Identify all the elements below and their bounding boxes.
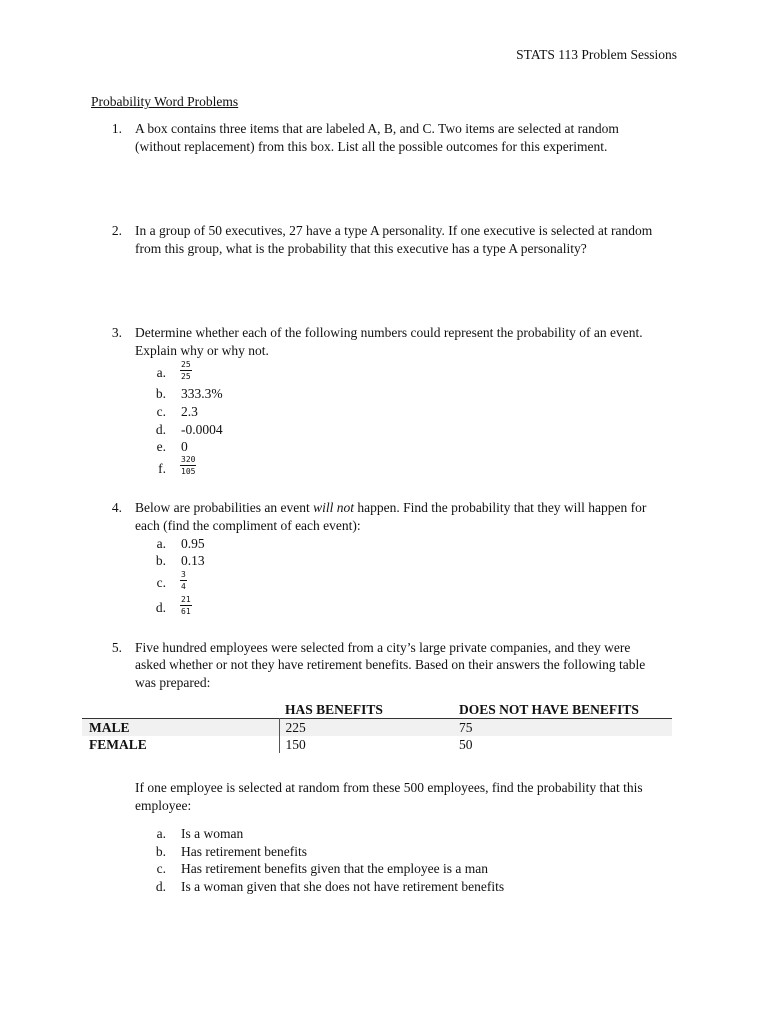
problem-text-line: Determine whether each of the following numbers could represent the probability of an event. <box>135 325 643 340</box>
sub-item-letter: c. <box>156 861 166 876</box>
section-title: Probability Word Problems <box>91 94 239 109</box>
table-header-row <box>82 701 672 719</box>
table-row <box>82 719 672 737</box>
sub-item-letter: a. <box>156 826 166 841</box>
sub-item-letter: f. <box>158 461 166 476</box>
problem-text-line: (without replacement) from this box. List all the possible outcomes for this experiment. <box>135 139 608 154</box>
problem-text-segment: happen. Find the probability that they will happen for <box>353 500 647 515</box>
problem-text-segment: Below are probabilities an event <box>135 500 314 515</box>
fraction-numerator: 21 <box>181 595 191 604</box>
table-cell: 225 <box>279 719 453 737</box>
fraction <box>180 455 196 476</box>
sub-item-text: 2.3 <box>181 404 198 419</box>
fraction <box>180 360 192 381</box>
fraction-denominator: 25 <box>181 372 191 381</box>
sub-item-letter: b. <box>155 386 166 401</box>
problem-text-line: asked whether or not they have retirement benefits. Based on their answers the following table <box>135 657 646 672</box>
sub-item-letter: a. <box>156 536 166 551</box>
sub-item-letter: d. <box>155 422 166 437</box>
table-row-header: MALE <box>82 719 279 737</box>
problem-text-line: In a group of 50 executives, 27 have a type A personality. If one executive is selected at random <box>135 223 653 238</box>
problem-text-line: each (find the compliment of each event): <box>135 518 361 533</box>
fraction <box>180 595 192 616</box>
fraction-numerator: 25 <box>181 360 191 369</box>
fraction-denominator: 61 <box>181 607 191 616</box>
sub-item-text: 0.13 <box>181 553 205 568</box>
sub-item-text: Has retirement benefits <box>181 844 307 859</box>
sub-item-letter: d. <box>155 600 166 615</box>
sub-item-letter: c. <box>156 404 166 419</box>
table-cell: 150 <box>285 737 306 752</box>
sub-item-letter: c. <box>156 575 166 590</box>
sub-item-text: 333.3% <box>181 386 223 401</box>
fraction-numerator: 3 <box>181 570 186 579</box>
fraction-bar <box>180 370 192 371</box>
problem-text-line <box>135 499 646 517</box>
problem-number: 4. <box>111 500 122 515</box>
sub-item-text: 0 <box>181 439 188 454</box>
problem-text-line: Explain why or why not. <box>135 343 269 358</box>
table-cell: 50 <box>459 737 473 752</box>
table-header-cell <box>82 701 279 719</box>
problem-text-line: Five hundred employees were selected from a city’s large private companies, and they were <box>135 640 631 655</box>
sub-item-letter: a. <box>156 365 166 380</box>
fraction-bar <box>180 580 187 581</box>
sub-item-letter: b. <box>155 553 166 568</box>
table-header-cell: HAS BENEFITS <box>285 702 383 717</box>
table-header-cell: DOES NOT HAVE BENEFITS <box>459 702 639 717</box>
table-row <box>82 736 672 753</box>
sub-item-text: Has retirement benefits given that the employee is a man <box>181 861 489 876</box>
fraction-denominator: 4 <box>181 582 186 591</box>
fraction-denominator: 105 <box>181 467 196 476</box>
problem-text-line: A box contains three items that are labeled A, B, and C. Two items are selected at random <box>135 121 619 136</box>
sub-item-text: Is a woman <box>181 826 244 841</box>
table-cell: 75 <box>453 719 672 737</box>
table-row-header: FEMALE <box>82 736 279 753</box>
emphasis-text: will not <box>313 500 354 515</box>
sub-item-text: -0.0004 <box>181 422 223 437</box>
problem-text-line: from this group, what is the probability that this executive has a type A personality? <box>135 241 587 256</box>
problem-number: 3. <box>111 325 122 340</box>
benefits-table <box>82 701 672 753</box>
sub-item-text: Is a woman given that she does not have retirement benefits <box>181 879 505 894</box>
document-header: STATS 113 Problem Sessions <box>516 47 677 62</box>
problem-text-line: employee: <box>135 798 192 813</box>
problem-text-line: If one employee is selected at random from these 500 employees, find the probability that this <box>135 780 643 795</box>
sub-item-letter: e. <box>156 439 166 454</box>
problem-number: 2. <box>111 223 122 238</box>
sub-item-letter: d. <box>155 879 166 894</box>
problem-text-line: was prepared: <box>135 675 211 690</box>
problem-number: 1. <box>111 121 122 136</box>
fraction-bar <box>180 605 192 606</box>
fraction-numerator: 320 <box>181 455 196 464</box>
fraction <box>180 570 187 591</box>
problem-number: 5. <box>111 640 122 655</box>
fraction-bar <box>180 465 196 466</box>
sub-item-letter: b. <box>155 844 166 859</box>
sub-item-text: 0.95 <box>181 536 205 551</box>
